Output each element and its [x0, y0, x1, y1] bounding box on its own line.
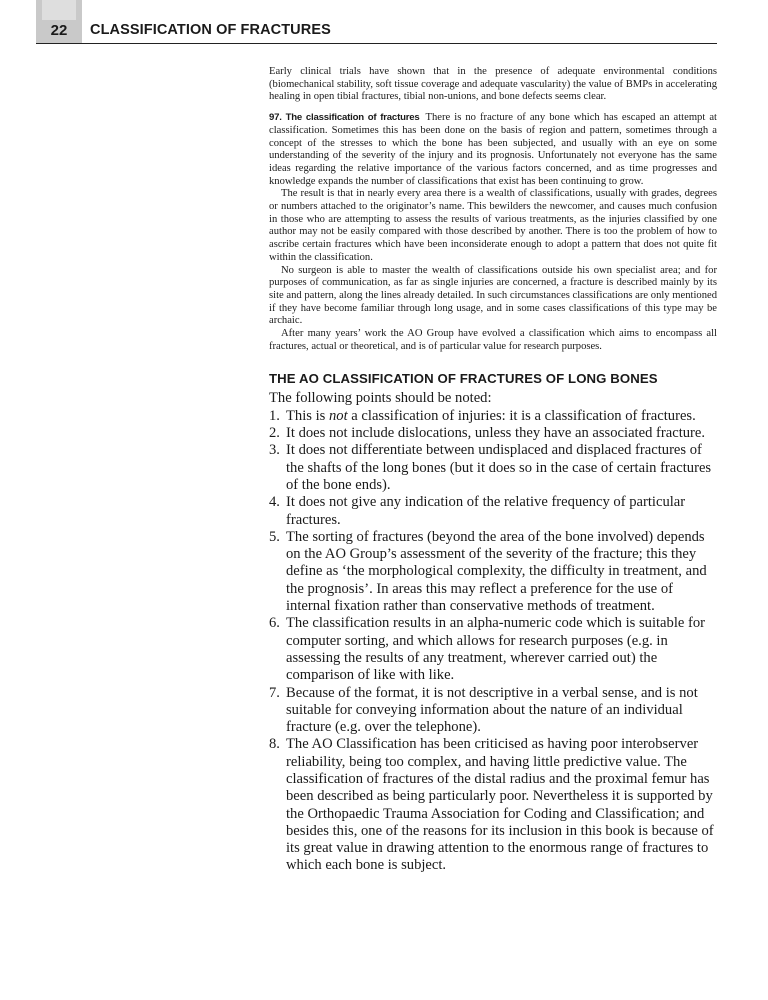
list-item: [269, 442, 717, 494]
ao-section-heading: THE AO CLASSIFICATION OF FRACTURES OF LONG BONES: [269, 371, 658, 387]
list-item-number: 5.: [269, 528, 280, 545]
list-item-text: a classification of injuries: it is a classification of fractures.: [347, 407, 696, 424]
text-column: [269, 66, 717, 875]
ao-section-intro: The following points should be noted:: [269, 390, 492, 407]
list-item: [269, 494, 717, 529]
list-item-text: It does not give any indication of the relative frequency of particular fractures.: [286, 494, 686, 528]
list-item: [269, 615, 717, 684]
section-97-heading: 97. The classification of fractures: [269, 112, 420, 124]
list-item-text: The AO Classification has been criticised as having poor interobserver reliability, being too complex, and having little predictive value. The classification of fractures of the distal radius and the proximal femur has been described as being particularly poor. Nevertheless it is supported by the Orthopaedic Trauma Association for Coding and Classification; and besides this, one of the reasons for its inclusion in this book is because of its great value in drawing attention to the enormous range of fractures to which each bone is subject.: [286, 736, 714, 874]
list-item-text: The classification results in an alpha-numeric code which is suitable for computer sorting, and which allows for research purposes (e.g. in assessing the results of any treatment, wherever carried out) the comparison of like with like.: [286, 615, 706, 684]
paragraph-wealth-of-classifications: The result is that in nearly every area there is a wealth of classifications, usually with grades, degrees or numbers attached to the originator’s name. This bewilders the newcomer, and causes much confusion in those who are attempting to assess the results of various treatments, as the injuries classified by one author may not be easily compared with those described by another. There is too the problem of how to ascribe certain fractures which have been inconsiderate enough to adopt a pattern that does not quite fit within the classification.: [269, 188, 717, 263]
body-text: [269, 66, 717, 353]
list-item: [269, 529, 717, 615]
list-item-text: It does not differentiate between undisplaced and displaced fractures of the shafts of the long bones (but it does so in the case of certain fractures of the bone ends).: [286, 442, 712, 493]
list-item-number: 7.: [269, 684, 280, 701]
emphasis-not: not: [328, 407, 348, 424]
page-number: 22: [50, 22, 68, 39]
list-item-text: It does not include dislocations, unless they have an associated fracture.: [286, 425, 706, 442]
paragraph-no-surgeon: No surgeon is able to master the wealth of classifications outside his own specialist area; and for purposes of communication, as far as single injuries are concerned, a fracture is described mainly by its site and pattern, along the lines already detailed. In such circumstances classifications are only mentioned if they have become familiar through long usage, and in some cases classifications of this type may be archaic.: [269, 264, 717, 327]
list-item-number: 4.: [269, 494, 280, 511]
list-item: [269, 736, 717, 874]
list-item-number: 2.: [269, 425, 280, 442]
list-item-number: 6.: [269, 615, 280, 632]
paragraph-ao-group: After many years’ work the AO Group have evolved a classification which aims to encompass all fractures, actual or theoretical, and is of particular value for research purposes.: [269, 328, 717, 352]
list-item-number: 8.: [269, 736, 280, 753]
section-97-text: There is no fracture of any bone which has escaped an attempt at classification. Sometimes this has been done on the basis of region and pattern, sometimes through a concept of the stresses to which the bone has been subjected, and usually with an eye on some understanding of the severity of the injury and its prognosis. Unfortunately not everyone has the same ideas regarding the relative importance of the various factors concerned, and as time progresses and knowledge expands the number of classifications that exist has been continuing to grow.: [269, 112, 717, 187]
list-item: [269, 425, 717, 442]
list-item-number: 1.: [269, 407, 280, 424]
list-item-text: This is: [286, 407, 329, 424]
paragraph-classification-intro: [269, 112, 717, 188]
header-rule: [36, 43, 717, 44]
paragraph-bmp-trials: Early clinical trials have shown that in the presence of adequate environmental conditions (biomechanical stability, soft tissue coverage and adequate vascularity) the value of BMPs in accelerating healing in open tibial fractures, tibial non-unions, and bone defects seems clear.: [269, 66, 717, 103]
list-item: [269, 685, 717, 737]
list-item-text: Because of the format, it is not descriptive in a verbal sense, and is not suitable for conveying information about the nature of an individual fracture (e.g. over the telephone).: [286, 684, 698, 736]
list-item-number: 3.: [269, 442, 280, 459]
running-head-title: CLASSIFICATION OF FRACTURES: [90, 22, 331, 38]
list-item-text: The sorting of fractures (beyond the area of the bone involved) depends on the AO Group’s assessment of the severity of the fracture; this they define as ‘the morphological complexity, the difficulty in treatment, and the prognosis’. In areas this may reflect a preference for the use of internal fixation rather than conservative methods of treatment.: [286, 528, 707, 615]
ao-points-list: [269, 408, 717, 875]
list-item: [269, 408, 717, 425]
